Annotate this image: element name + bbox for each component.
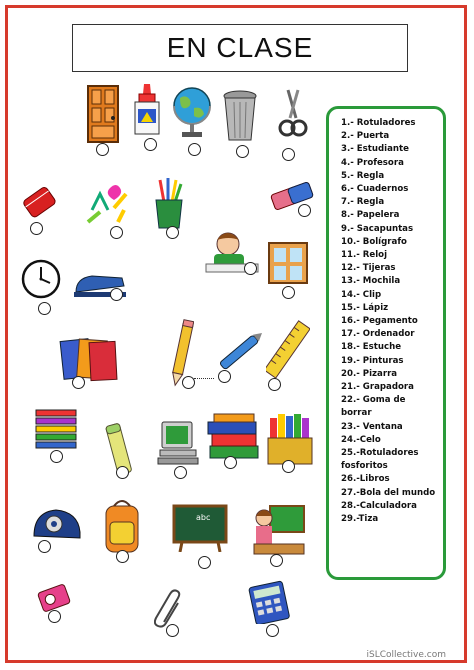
window-icon (266, 240, 310, 288)
answer-circle[interactable] (38, 540, 51, 553)
door-icon (82, 84, 126, 146)
watermark: iSLCollective.com (366, 650, 446, 660)
vocabulary-item: 18.- Estuche (341, 342, 402, 353)
colored-markers-icon (84, 180, 134, 226)
answer-circle[interactable] (116, 466, 129, 479)
crayons-icon (266, 408, 314, 466)
vocabulary-item: 23.- Ventana (341, 421, 403, 432)
answer-circle[interactable] (236, 145, 249, 158)
answer-circle[interactable] (38, 302, 51, 315)
answer-circle[interactable] (266, 624, 279, 637)
vocabulary-item: 28.-Calculadora (341, 500, 417, 511)
answer-circle[interactable] (116, 550, 129, 563)
vocabulary-item: 20.- Pizarra (341, 368, 398, 379)
vocabulary-item: 24.-Celo (341, 434, 381, 445)
vocabulary-item: 9.- Sacapuntas (341, 223, 414, 234)
vocabulary-item: 4.- Profesora (341, 157, 404, 168)
glue-icon (130, 82, 164, 138)
page-title: EN CLASE (166, 32, 314, 63)
answer-circle[interactable] (224, 456, 237, 469)
highlighters-icon (34, 408, 78, 454)
vocabulary-item: 22.- Goma de borrar (341, 395, 406, 419)
tape-dispenser-icon (30, 502, 84, 544)
answer-circle[interactable] (166, 624, 179, 637)
trash-bin-icon (220, 88, 260, 144)
vocabulary-item: 19.- Pinturas (341, 355, 404, 366)
vocabulary-item: 25.-Rotuladores fosforitos (341, 448, 419, 472)
blackboard-text: abc (196, 513, 211, 522)
answer-circle[interactable] (282, 286, 295, 299)
vocabulary-item: 14.- Clip (341, 289, 382, 300)
answer-circle[interactable] (188, 143, 201, 156)
answer-circle[interactable] (218, 370, 231, 383)
vocabulary-item: 7.- Regla (341, 197, 385, 208)
globe-icon (170, 84, 214, 142)
answer-circle[interactable] (110, 288, 123, 301)
answer-circle[interactable] (72, 376, 85, 389)
computer-icon (156, 420, 204, 468)
vocabulary-item: 12.- Tijeras (341, 263, 396, 274)
pencil-cup-icon (150, 176, 188, 230)
answer-circle[interactable] (50, 450, 63, 463)
clock-icon (20, 258, 62, 300)
vocabulary-item: 6.- Cuadernos (341, 184, 409, 195)
pen-icon (212, 322, 270, 378)
paper-clip-icon (154, 588, 186, 628)
vocabulary-item: 2.- Puerta (341, 131, 390, 142)
answer-circle[interactable] (96, 143, 109, 156)
vocabulary-list (341, 117, 439, 526)
vocabulary-item: 1.- Rotuladores (341, 118, 416, 128)
title-box (72, 24, 408, 72)
blackboard-icon (172, 504, 228, 552)
ruler-icon (266, 318, 310, 382)
vocabulary-item: 16.- Pegamento (341, 316, 418, 327)
vocabulary-item: 11.- Reloj (341, 250, 388, 261)
answer-circle[interactable] (166, 226, 179, 239)
calculator-icon (248, 580, 290, 624)
backpack-icon (98, 498, 146, 556)
vocabulary-item: 5.- Regla (341, 170, 385, 181)
vocabulary-item: 21.- Grapadora (341, 382, 414, 393)
answer-circle[interactable] (48, 610, 61, 623)
vocabulary-item: 10.- Bolígrafo (341, 236, 407, 247)
answer-circle[interactable] (110, 226, 123, 239)
vocabulary-item: 29.-Tiza (341, 514, 379, 525)
vocabulary-item: 27.-Bola del mundo (341, 487, 436, 498)
vocabulary-item: 17.- Ordenador (341, 329, 415, 340)
answer-circle[interactable] (282, 460, 295, 473)
vocabulary-item: 26.-Libros (341, 474, 390, 485)
answer-circle[interactable] (298, 204, 311, 217)
answer-circle[interactable] (282, 148, 295, 161)
vocabulary-item: 13.- Mochila (341, 276, 401, 287)
answer-circle[interactable] (144, 138, 157, 151)
dotted-line (194, 378, 214, 379)
vocabulary-item: 15.- Lápiz (341, 302, 389, 313)
notebooks-icon (56, 334, 120, 386)
answer-circle[interactable] (30, 222, 43, 235)
teacher-icon (250, 504, 306, 556)
answer-circle[interactable] (174, 466, 187, 479)
scissors-icon (278, 86, 308, 144)
answer-circle[interactable] (198, 556, 211, 569)
vocabulary-item: 3.- Estudiante (341, 144, 409, 155)
answer-circle[interactable] (270, 554, 283, 567)
pencil-case-icon (22, 182, 58, 224)
answer-circle[interactable] (244, 262, 257, 275)
vocabulary-box (326, 106, 446, 580)
vocabulary-item: 8.- Papelera (341, 210, 400, 221)
answer-circle[interactable] (268, 378, 281, 391)
